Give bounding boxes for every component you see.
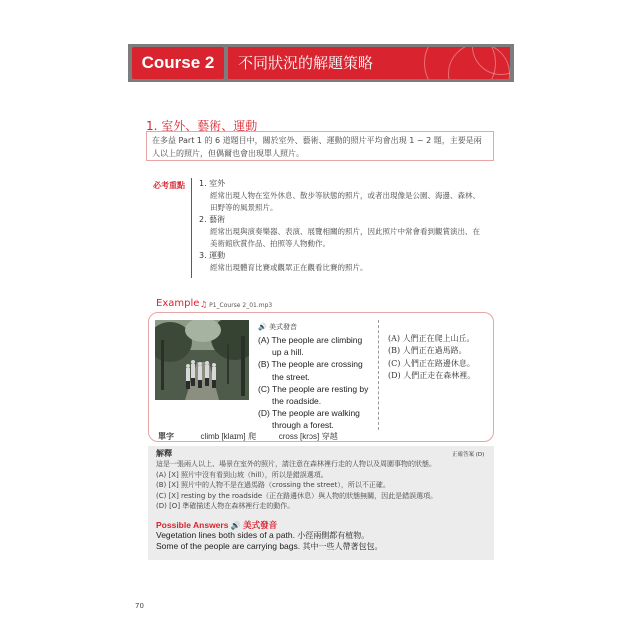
header-banner <box>228 47 510 79</box>
possible-answer-zh: 其中一些人帶著包包。 <box>302 542 383 551</box>
possible-answers-accent: 美式發音 <box>243 521 278 531</box>
forest-walk-photo <box>155 320 249 400</box>
page-number: 70 <box>135 602 144 610</box>
vocab-meaning: 爬 <box>248 432 257 441</box>
vocab-meaning: 穿越 <box>321 432 338 441</box>
possible-answer-zh: 小徑兩側都有植物。 <box>297 531 370 540</box>
option-zh: (D) 人們正走在森林裡。 <box>388 371 476 381</box>
must-points-list <box>199 178 499 274</box>
intro-box <box>146 131 494 161</box>
course-tag: Course 2 <box>132 47 224 79</box>
must-point-title: 3. 運動 <box>199 251 226 260</box>
possible-answers-label: Possible Answers <box>156 520 229 530</box>
accent-label <box>258 322 297 332</box>
explanation-title: 解釋 <box>156 449 172 458</box>
explanation-line: (B) [X] 照片中的人物不是在過馬路（crossing the street），所以不正確。 <box>156 481 390 489</box>
must-point-title: 1. 室外 <box>199 179 226 188</box>
must-point-desc: 經常出現人物在室外休息、散步等狀態的照片，或者出現像是公園、海邊、森林、 <box>210 191 480 200</box>
headphones-icon: ♫ <box>200 300 208 309</box>
option-d <box>258 407 376 431</box>
photo-illustration <box>155 320 249 400</box>
explanation-line: 這是一張兩人以上、場景在室外的照片，請注意在森林裡行走的人物以及周圍事物的狀態。 <box>156 460 436 468</box>
option-zh: (C) 人們正在路邊休息。 <box>388 358 475 368</box>
possible-answers-list <box>156 530 496 552</box>
must-point-desc: 田野等的風景照片。 <box>210 203 278 212</box>
must-point-item <box>199 178 499 214</box>
explanation-line: (D) [O] 準確描述人物在森林裡行走的動作。 <box>156 502 295 510</box>
section-title: 1. 室外、藝術、運動 <box>146 119 258 133</box>
vocab-word: climb [klaɪm] <box>200 432 246 441</box>
possible-answer-en: Vegetation lines both sides of a path. <box>156 530 295 540</box>
speaker-icon: 🔊 <box>258 323 267 331</box>
option-a <box>258 334 376 358</box>
audio-filename: P1_Course 2_01.mp3 <box>209 302 273 309</box>
accent-text: 美式發音 <box>268 323 297 331</box>
possible-answer-en: Some of the people are carrying bags. <box>156 541 301 551</box>
possible-answer <box>156 541 496 552</box>
must-point-item <box>199 250 499 274</box>
option-line: the street. <box>272 371 310 382</box>
explanation-line: (C) [X] resting by the roadside（正在路邊休息）與人物的狀態無關，因此是錯誤選項。 <box>156 491 438 500</box>
must-point-item <box>199 214 499 250</box>
option-line: through a forest. <box>272 420 334 431</box>
option-line: up a hill. <box>272 347 304 358</box>
vocab-word: cross [krɔs] <box>278 432 320 441</box>
option-line: the roadside. <box>272 396 322 407</box>
option-zh: (B) 人們正在過馬路。 <box>388 346 467 356</box>
option-line: (B) The people are crossing <box>258 359 363 370</box>
must-point-desc: 經常出現體育比賽或觀眾正在觀看比賽的照片。 <box>210 263 368 272</box>
must-point-desc: 美術館欣賞作品、拍照等人物動作。 <box>210 239 330 248</box>
option-zh: (A) 人們正在爬上山丘。 <box>388 334 475 343</box>
explanation-line: (A) [X] 照片中沒有看到山坡（hill），所以是錯誤選項。 <box>156 470 328 479</box>
explanation-body <box>156 459 486 512</box>
possible-answer <box>156 530 496 541</box>
vocabulary-row <box>158 431 338 442</box>
options-chinese <box>388 333 488 383</box>
must-point-desc: 經常出現與演奏樂器、表演、展覽相關的照片，因此照片中常會看到觀賞演出、在 <box>210 227 480 236</box>
option-c <box>258 383 376 407</box>
option-b <box>258 358 376 382</box>
vocab-label: 單字 <box>158 432 174 441</box>
option-line: (C) The people are resting by <box>258 383 369 394</box>
speaker-icon: 🔊 <box>230 521 241 530</box>
must-point-title: 2. 藝術 <box>199 215 226 224</box>
must-points-divider <box>191 178 192 278</box>
intro-line: 人以上的照片，但偶爾也會出現單人照片。 <box>152 149 304 158</box>
dashed-divider <box>378 320 379 430</box>
intro-line: 在多益 Part 1 的 6 道題目中，關於室外、藝術、運動的照片平均會出現 1 ~ 2 題，主要是兩 <box>152 136 482 145</box>
option-line: (D) The people are walking <box>258 408 360 419</box>
option-line: (A) The people are climbing <box>258 335 363 345</box>
must-points-label: 必考重點 <box>153 181 185 190</box>
audio-track[interactable] <box>200 300 272 309</box>
correct-answer: 正確答案 (D) <box>452 452 485 458</box>
options-english <box>258 334 376 432</box>
example-label: Example <box>156 298 200 309</box>
chapter-title: 不同狀況的解題策略 <box>238 54 374 72</box>
